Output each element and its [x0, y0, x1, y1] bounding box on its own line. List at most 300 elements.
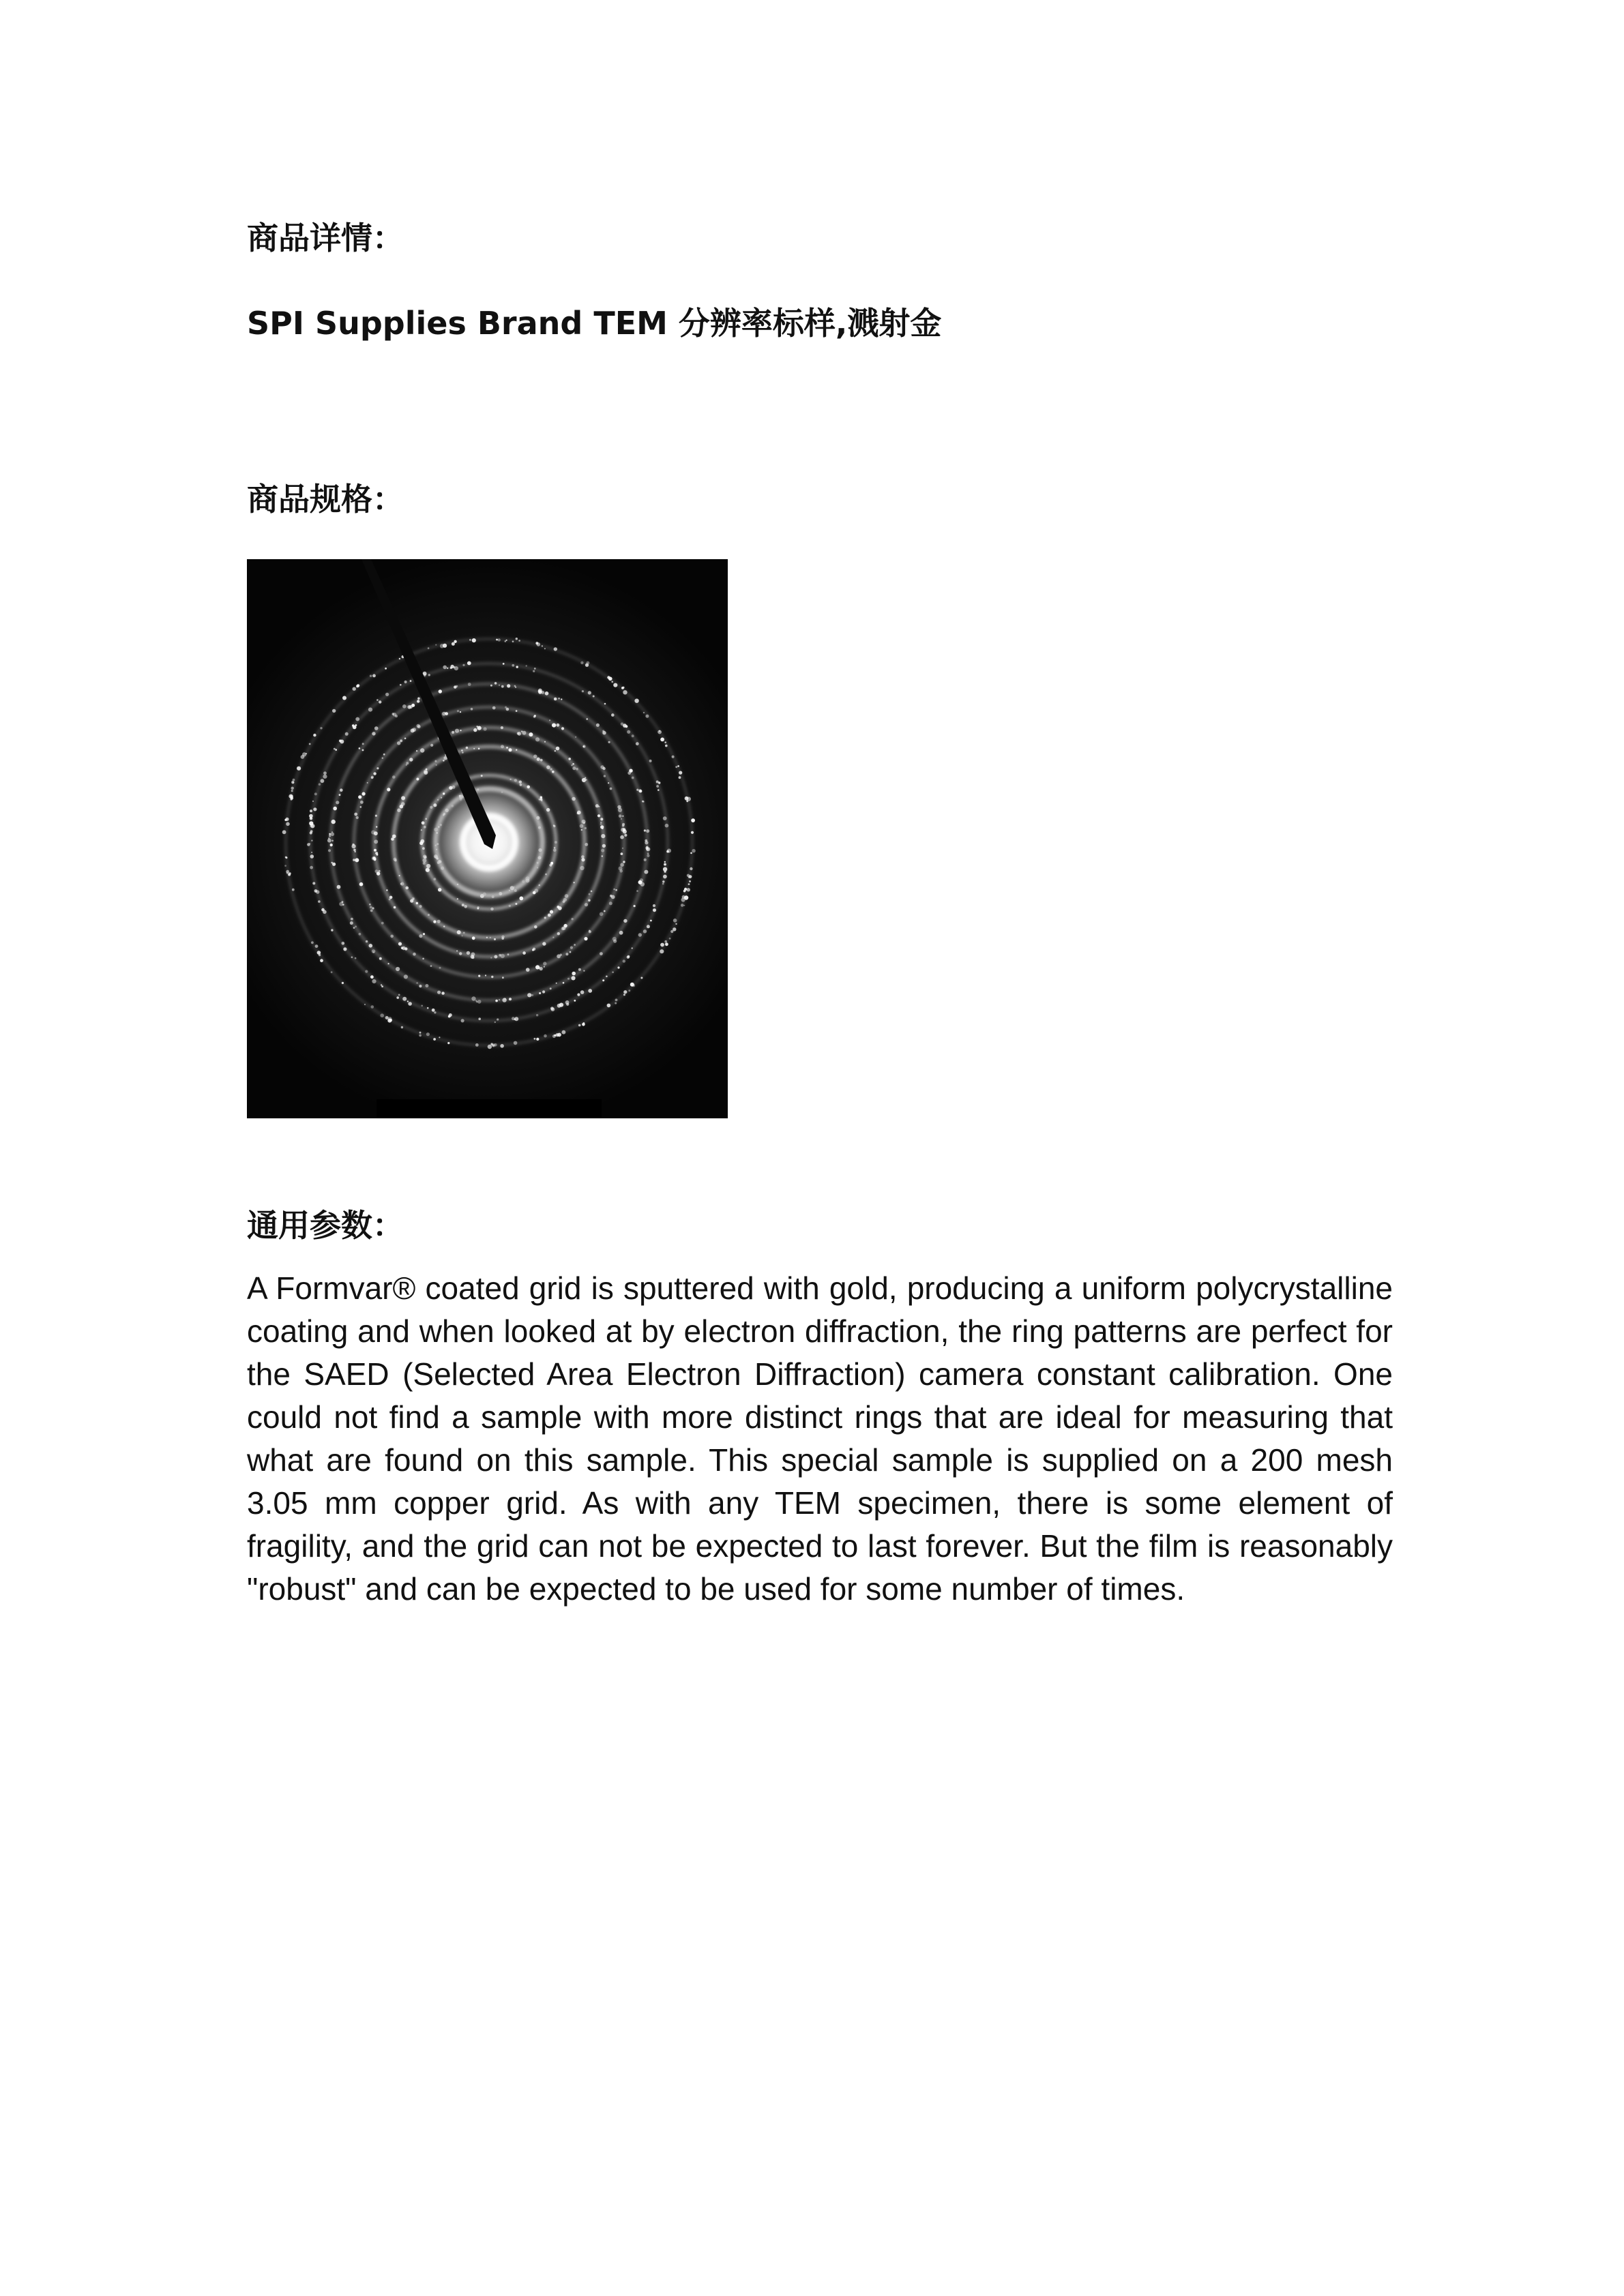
diffraction-spot: [501, 685, 504, 688]
diffraction-spot: [534, 925, 537, 929]
diffraction-spot: [557, 906, 559, 908]
diffraction-spot: [461, 1019, 464, 1022]
diffraction-spot: [491, 976, 493, 978]
diffraction-spot: [546, 808, 550, 811]
diffraction-spot: [399, 658, 400, 659]
diffraction-spot: [328, 849, 331, 852]
diffraction-spot: [572, 763, 574, 765]
diffraction-spot: [423, 862, 426, 865]
diffraction-spot: [561, 727, 564, 730]
diffraction-spot: [552, 771, 555, 773]
diffraction-spot: [477, 726, 482, 730]
diffraction-spot: [581, 858, 585, 861]
diffraction-spot: [328, 837, 330, 839]
diffraction-spot: [502, 998, 506, 1002]
diffraction-spot: [658, 789, 660, 791]
diffraction-spot: [351, 956, 353, 958]
diffraction-spot: [339, 902, 343, 906]
diffraction-spot: [600, 822, 602, 823]
diffraction-spot: [369, 904, 371, 906]
diffraction-spot: [574, 944, 576, 946]
diffraction-spot: [545, 691, 549, 696]
diffraction-spot: [681, 904, 684, 907]
diffraction-spot: [561, 698, 562, 700]
diffraction-spot: [665, 824, 669, 828]
diffraction-spot: [323, 775, 327, 779]
diffraction-spot: [478, 975, 480, 977]
diffraction-spot: [404, 738, 407, 740]
diffraction-spot: [407, 1000, 409, 1002]
diffraction-spot: [529, 732, 533, 736]
diffraction-spot: [452, 786, 456, 789]
diffraction-spot: [522, 731, 527, 735]
diffraction-spot: [386, 889, 387, 891]
diffraction-spot: [428, 914, 430, 916]
diffraction-spot: [310, 854, 314, 859]
diffraction-spot: [392, 835, 396, 839]
diffraction-spot: [597, 814, 600, 817]
diffraction-spot: [309, 843, 310, 844]
diffraction-spot: [353, 859, 355, 861]
diffraction-spot: [433, 921, 436, 923]
diffraction-spot: [533, 670, 535, 672]
diffraction-spot: [398, 994, 400, 996]
diffraction-spot: [342, 696, 346, 700]
diffraction-spot: [407, 705, 411, 709]
diffraction-spot: [329, 835, 331, 837]
diffraction-spot: [580, 661, 583, 664]
diffraction-spot: [572, 766, 576, 770]
diffraction-spot: [542, 942, 546, 945]
diffraction-spot: [473, 728, 477, 732]
diffraction-spot: [690, 852, 692, 854]
diffraction-spot: [501, 954, 505, 958]
diffraction-spot: [644, 859, 647, 861]
diffraction-spot: [477, 908, 479, 910]
diffraction-spot: [371, 1005, 374, 1009]
diffraction-spot: [312, 801, 314, 802]
diffraction-spot: [509, 748, 512, 751]
diffraction-spot: [643, 929, 647, 933]
diffraction-spot: [387, 788, 390, 791]
diffraction-spot: [514, 779, 517, 781]
diffraction-spot: [662, 880, 664, 882]
diffraction-spot: [551, 1007, 555, 1011]
diffraction-spot: [433, 1038, 436, 1041]
diffraction-spot: [645, 715, 649, 718]
diffraction-spot: [370, 906, 372, 909]
diffraction-spot: [396, 967, 400, 971]
diffraction-spot: [665, 942, 668, 946]
diffraction-spot: [577, 812, 579, 814]
diffraction-spot: [593, 696, 595, 698]
diffraction-spot: [400, 684, 402, 686]
diffraction-spot: [613, 683, 617, 687]
diffraction-spot: [570, 946, 573, 949]
diffraction-spot: [400, 883, 402, 885]
diffraction-spot: [496, 639, 498, 641]
diffraction-spot: [293, 781, 295, 784]
diffraction-spot: [578, 968, 581, 971]
diffraction-spot: [371, 777, 374, 779]
diffraction-spot: [613, 940, 617, 943]
diffraction-spot: [588, 899, 591, 902]
diffraction-spot: [404, 681, 407, 683]
diffraction-spot: [578, 1024, 581, 1027]
diffraction-spot: [331, 840, 334, 842]
diffraction-spot: [310, 809, 312, 812]
diffraction-spot: [471, 996, 475, 1000]
diffraction-spot: [622, 823, 625, 826]
diffraction-spot: [572, 972, 576, 976]
diffraction-spot: [472, 638, 476, 642]
diffraction-spot: [632, 777, 634, 779]
diffraction-spot: [417, 698, 419, 700]
diffraction-spot: [582, 745, 586, 748]
diffraction-spot: [401, 796, 405, 800]
diffraction-spot: [374, 839, 378, 844]
diffraction-spot: [438, 888, 441, 891]
diffraction-spot: [375, 815, 377, 817]
diffraction-spot: [490, 957, 492, 958]
diffraction-spot: [395, 715, 398, 717]
diffraction-spot: [443, 760, 445, 762]
diffraction-spot: [596, 724, 600, 727]
diffraction-spot: [502, 976, 504, 979]
diffraction-spot: [545, 874, 547, 876]
diffraction-spot: [434, 878, 437, 880]
diffraction-spot: [332, 709, 336, 713]
diffraction-spot: [601, 834, 605, 838]
diffraction-spot: [515, 903, 517, 905]
diffraction-spot: [405, 886, 409, 890]
diffraction-spot: [359, 933, 361, 936]
diffraction-spot: [664, 940, 667, 943]
diffraction-spot: [292, 889, 295, 891]
diffraction-spot: [656, 785, 659, 788]
diffraction-spot: [331, 833, 334, 836]
diffraction-spot: [364, 1004, 366, 1005]
diffraction-spot: [580, 866, 584, 870]
diffraction-spot: [514, 1041, 518, 1045]
diffraction-spot: [585, 903, 588, 906]
diffraction-spot: [317, 951, 321, 955]
diffraction-spot: [521, 731, 522, 732]
diffraction-spot: [621, 852, 623, 855]
diffraction-spot: [534, 1038, 536, 1040]
diffraction-spot: [589, 893, 591, 895]
diffraction-spot: [311, 941, 314, 944]
diffraction-spot: [644, 870, 648, 874]
diffraction-spot: [402, 704, 407, 709]
diffraction-spot: [314, 889, 318, 893]
diffraction-spot: [627, 730, 630, 734]
diffraction-spot: [534, 715, 536, 717]
diffraction-spot: [665, 745, 668, 747]
diffraction-spot: [435, 644, 437, 646]
diffraction-spot: [506, 747, 508, 749]
diffraction-spot: [518, 640, 520, 642]
diffraction-spot: [369, 944, 373, 948]
diffraction-spot: [426, 864, 430, 868]
diffraction-spot: [619, 931, 623, 935]
diffraction-spot: [454, 685, 456, 688]
diffraction-spot: [623, 687, 625, 689]
diffraction-spot: [455, 729, 459, 733]
diffraction-spot: [622, 816, 623, 817]
diffraction-spot: [510, 779, 511, 780]
diffraction-spot: [557, 1033, 561, 1037]
diffraction-spot: [372, 979, 376, 983]
diffraction-spot: [377, 767, 379, 769]
diffraction-spot: [604, 775, 606, 777]
diffraction-spot: [331, 831, 333, 833]
diffraction-spot: [544, 1034, 547, 1038]
diffraction-spot: [447, 1042, 449, 1044]
diffraction-spot: [454, 640, 456, 643]
diffraction-spot: [527, 786, 530, 789]
diffraction-spot: [368, 708, 372, 712]
diffraction-spot: [358, 795, 361, 799]
diffraction-spot: [385, 668, 387, 670]
diffraction-spot: [527, 993, 531, 997]
diffraction-spot: [374, 726, 379, 730]
diffraction-spot: [416, 982, 418, 984]
diffraction-spot: [672, 756, 675, 758]
diffraction-spot: [583, 822, 585, 824]
diffraction-spot: [353, 726, 357, 730]
diffraction-spot: [486, 937, 488, 938]
diffraction-spot: [360, 806, 362, 808]
diffraction-spot: [623, 959, 625, 962]
diffraction-spot: [604, 910, 606, 912]
diffraction-spot: [647, 925, 650, 928]
diffraction-spot: [591, 891, 593, 893]
diffraction-spot: [309, 743, 311, 745]
diffraction-spot: [549, 864, 552, 867]
diffraction-spot: [430, 806, 432, 809]
diffraction-spot: [350, 921, 353, 925]
diffraction-spot: [664, 861, 666, 863]
diffraction-spot: [689, 880, 691, 882]
diffraction-spot: [617, 966, 619, 968]
diffraction-spot: [644, 829, 646, 831]
diffraction-spot: [467, 951, 470, 955]
diffraction-spot: [638, 789, 642, 792]
diffraction-spot: [485, 974, 486, 976]
diffraction-spot: [588, 691, 591, 694]
diffraction-spot: [400, 739, 402, 742]
diffraction-spot: [576, 768, 578, 771]
diffraction-spot: [360, 801, 364, 804]
diffraction-spot: [683, 905, 685, 906]
diffraction-spot: [422, 958, 424, 960]
diffraction-spot: [608, 782, 609, 784]
diffraction-spot: [434, 760, 437, 762]
diffraction-spot: [587, 718, 588, 719]
diffraction-spot: [640, 977, 643, 979]
diffraction-spot: [585, 827, 587, 829]
diffraction-spot: [615, 889, 617, 891]
diffraction-spot: [334, 748, 336, 750]
diffraction-spot: [365, 970, 368, 973]
diffraction-spot: [563, 898, 567, 901]
diffraction-spot: [600, 818, 603, 820]
diffraction-spot: [608, 677, 612, 681]
diffraction-spot: [397, 741, 400, 745]
diffraction-spot: [385, 693, 389, 696]
diffraction-spot: [359, 747, 361, 749]
diffraction-spot: [553, 848, 557, 852]
diffraction-spot: [692, 849, 695, 852]
diffraction-spot: [321, 779, 325, 783]
diffraction-spot: [675, 923, 677, 925]
diffraction-spot: [565, 894, 569, 898]
diffraction-spot: [457, 710, 459, 712]
diffraction-spot: [588, 989, 592, 993]
diffraction-spot: [500, 1044, 504, 1048]
diffraction-spot: [516, 666, 518, 668]
diffraction-spot: [519, 781, 522, 784]
diffraction-spot: [356, 816, 359, 819]
diffraction-spot: [471, 953, 475, 957]
diffraction-spot: [495, 1000, 498, 1002]
diffraction-spot: [601, 849, 604, 852]
diffraction-spot: [660, 738, 664, 742]
diffraction-spot: [602, 828, 604, 829]
diffraction-spot: [587, 661, 590, 665]
diffraction-spot: [478, 748, 480, 750]
diffraction-spot: [646, 829, 649, 833]
diffraction-spot: [426, 769, 428, 771]
diffraction-spot: [611, 713, 615, 717]
diffraction-spot: [526, 968, 530, 972]
diffraction-spot: [372, 732, 375, 735]
diffraction-spot: [539, 992, 541, 994]
diffraction-spot: [638, 933, 642, 936]
diffraction-spot: [516, 749, 517, 751]
diffraction-spot: [473, 748, 475, 749]
diffraction-spot: [634, 699, 638, 703]
diffraction-spot: [447, 668, 448, 669]
diffraction-spot: [584, 937, 587, 940]
diffraction-spot: [634, 905, 636, 907]
diffraction-spot: [602, 767, 605, 770]
diffraction-spot: [443, 792, 445, 794]
diffraction-spot: [314, 792, 317, 795]
diffraction-spot: [433, 803, 437, 807]
diffraction-spot: [519, 897, 523, 901]
diffraction-spot: [582, 778, 586, 782]
diffraction-spot: [679, 771, 682, 775]
diffraction-spot: [397, 809, 400, 812]
diffraction-spot: [505, 640, 507, 642]
diffraction-spot: [494, 682, 497, 685]
diffraction-spot: [550, 987, 552, 989]
diffraction-spot: [552, 937, 554, 938]
diffraction-spot: [663, 816, 667, 820]
diffraction-spot: [539, 884, 540, 886]
diffraction-spot: [506, 640, 507, 641]
diffraction-spot: [351, 918, 353, 921]
diffraction-spot: [291, 787, 294, 790]
diffraction-spot: [554, 647, 557, 651]
diffraction-spot: [332, 863, 336, 866]
diffraction-spot: [443, 925, 445, 927]
diffraction-spot: [499, 685, 500, 686]
diffraction-spot: [617, 805, 621, 809]
diffraction-spot: [566, 1003, 569, 1006]
diffraction-spot: [366, 940, 368, 942]
diffraction-spot: [373, 951, 374, 953]
diffraction-spot: [556, 983, 557, 984]
diffraction-spot: [454, 666, 458, 670]
diffraction-spot: [339, 740, 342, 743]
diffraction-spot: [572, 797, 576, 801]
diffraction-spot: [514, 1017, 518, 1021]
diffraction-spot: [441, 797, 442, 799]
diffraction-spot: [600, 912, 604, 916]
diffraction-spot: [286, 872, 289, 874]
diffraction-spot: [377, 871, 380, 875]
diffraction-spot: [570, 951, 572, 953]
diffraction-spot: [567, 978, 570, 980]
diffraction-spot: [580, 990, 585, 994]
diffraction-spot: [355, 851, 356, 852]
diffraction-spot: [536, 1038, 539, 1041]
diffraction-spot: [613, 889, 615, 891]
diffraction-spot: [481, 775, 483, 777]
diffraction-spot: [462, 751, 464, 754]
diffraction-spot: [412, 897, 415, 901]
diffraction-spot: [608, 741, 610, 743]
diffraction-spot: [423, 854, 426, 858]
diffraction-spot: [499, 999, 500, 1000]
diffraction-spot: [416, 902, 418, 904]
diffraction-spot: [354, 813, 357, 816]
diffraction-spot: [284, 865, 286, 867]
diffraction-spot: [402, 946, 405, 950]
diffraction-spot: [353, 849, 356, 852]
diffraction-spot: [565, 953, 568, 955]
diffraction-spot: [685, 796, 689, 801]
diffraction-spot: [577, 994, 580, 996]
diffraction-spot: [297, 766, 301, 771]
diffraction-spot: [691, 831, 694, 834]
diffraction-spot: [636, 890, 638, 892]
diffraction-spot: [531, 994, 533, 996]
diffraction-spot: [580, 824, 584, 829]
diffraction-spot: [540, 967, 543, 970]
diffraction-spot: [477, 1000, 482, 1004]
diffraction-spot: [419, 1032, 422, 1034]
diffraction-spot: [302, 752, 306, 756]
diffraction-spot: [428, 647, 430, 649]
diffraction-spot: [632, 984, 635, 987]
diffraction-spot: [628, 771, 631, 775]
diffraction-spot: [535, 642, 538, 644]
diffraction-spot: [423, 933, 425, 935]
diffraction-spot: [650, 920, 652, 922]
product-details-heading: 商品详情：: [247, 220, 404, 256]
diffraction-spot: [536, 1014, 538, 1016]
diffraction-spot: [621, 828, 625, 832]
diffraction-spot: [467, 661, 471, 666]
diffraction-spot: [462, 664, 464, 666]
diffraction-spot: [494, 1022, 496, 1023]
diffraction-spot: [669, 938, 671, 940]
diffraction-spot: [553, 825, 555, 827]
